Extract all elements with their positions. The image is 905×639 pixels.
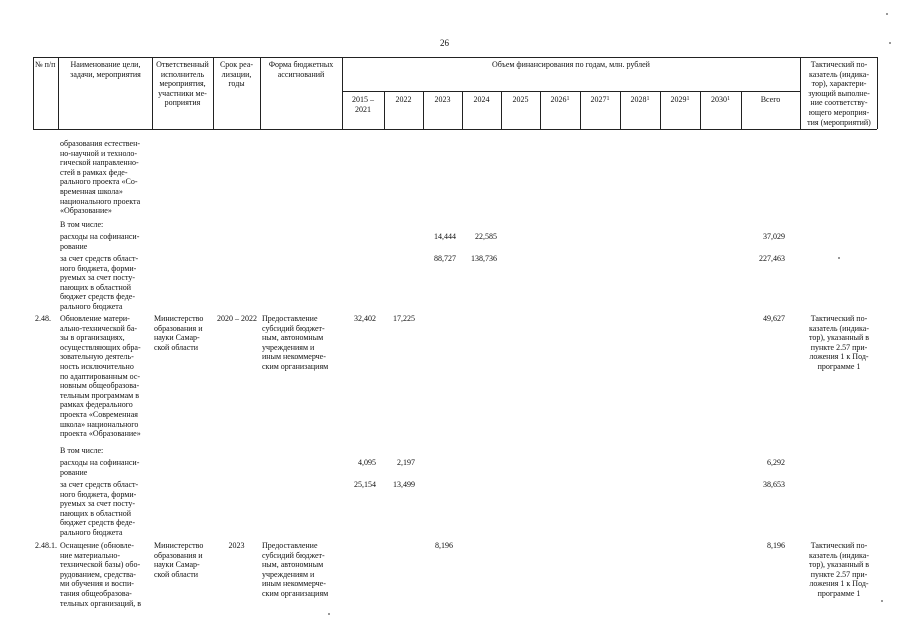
row-8-y2023: 8,196 [435,541,453,550]
header-col-form: Форма бюджетных ассигнований [268,60,334,79]
scan-speck [886,13,888,15]
row-4-name: Обновление матери- ально-технической ба- зы в организациях, осуществляющих обра- зовательную деятель- ность исключительно по адаптированным ос- новным общеобразова- тельным программам в рамках федерального проекта «Современная школа» национального проекта «Образование» [60,314,141,439]
row-7-total: 38,653 [763,480,785,489]
header-col-term: Срок реа- лизации, годы [219,60,254,89]
row-3-name: за счет средств област- ного бюджета, форми- руемых за счет посту- пающих в областной бюджет средств феде- рального бюджета [60,254,139,311]
header-col-exec: Ответственный исполнитель мероприятия, участники ме- роприятия [156,60,209,108]
header-col-num: № п/п [35,60,56,69]
row-6-y2015: 4,095 [358,458,376,467]
row-4-exec: Министерство образования и науки Самар- ской области [154,314,204,352]
row-5-name: В том числе: [60,446,104,455]
header-year-2022: 2022 [395,95,412,104]
header-col-volume: Объем финансирования по годам, млн. рублей [492,60,650,69]
header-year-2028: 2028$^1$ [630,95,650,104]
row-8-total: 8,196 [767,541,785,550]
row-4-y2022: 17,225 [393,314,415,323]
header-year-2025: 2025 [512,95,529,104]
row-8-indicator: Тактический по- казатель (индика- тор), указанный в пункте 2.57 при- ложения 1 к Под- программе 1 [808,541,870,598]
row-4-y2015: 32,402 [354,314,376,323]
header-year-2024: 2024 [473,95,490,104]
row-8-num: 2.48.1. [35,541,57,550]
row-4-num: 2.48. [35,314,51,323]
row-7-name: за счет средств област- ного бюджета, форми- руемых за счет посту- пающих в областной бюджет средств феде- рального бюджета [60,480,139,537]
row-0-name: образования естествен- но-научной и техноло- гической направленно- стей в рамках феде- рального проекта «Со- временная школа» национального проекта «Образование» [60,139,141,216]
row-3-y2024: 138,736 [471,254,497,263]
header-year-2015-2021: 2015 – 2021 [352,95,374,114]
header-year-2027: 2027$^1$ [590,95,610,104]
row-4-indicator: Тактический по- казатель (индика- тор), указанный в пункте 2.57 при- ложения 1 к Под- программе 1 [808,314,870,371]
row-7-y2022: 13,499 [393,480,415,489]
scan-speck [881,600,883,602]
row-4-form: Предоставление субсидий бюджет- ным, автономным учреждениям и иным некоммерче- ским организациям [262,314,329,371]
header-year-2026: 2026$^1$ [550,95,570,104]
row-2-y2023: 14,444 [434,232,456,241]
row-2-y2024: 22,585 [475,232,497,241]
header-total: Всего [760,95,781,104]
row-3-total: 227,463 [759,254,785,263]
row-8-term: 2023 [228,541,245,550]
header-col-indicator: Тактический по- казатель (индика- тор), характери- зующий выполне- ние соответству- ющего мероприя- тия (мероприятий) [807,60,871,127]
row-8-exec: Министерство образования и науки Самар- ской области [154,541,204,579]
scan-speck [889,42,891,44]
row-4-term: 2020 – 2022 [217,314,257,323]
row-8-form: Предоставление субсидий бюджет- ным, автономным учреждениям и иным некоммерче- ским организациям [262,541,329,598]
row-2-name: расходы на софинанси- рование [60,232,140,251]
row-6-name: расходы на софинанси- рование [60,458,140,477]
row-4-total: 49,627 [763,314,785,323]
row-7-y2015: 25,154 [354,480,376,489]
scan-speck [328,613,330,615]
header-col-name: Наименование цели, задачи, мероприятия [70,60,141,79]
header-year-2029: 2029$^1$ [670,95,690,104]
scan-speck [838,257,840,259]
header-year-2030: 2030$^1$ [711,95,730,104]
row-6-y2022: 2,197 [397,458,415,467]
page-number: 26 [440,38,449,48]
row-8-name: Оснащение (обновле- ние материально- технической базы) обо- рудованием, средства- ми обучения и воспи- тания общеобразова- тельных организаций, в [60,541,142,608]
row-2-total: 37,029 [763,232,785,241]
row-6-total: 6,292 [767,458,785,467]
row-1-name: В том числе: [60,220,104,229]
header-year-2023: 2023 [434,95,451,104]
row-3-y2023: 88,727 [434,254,456,263]
